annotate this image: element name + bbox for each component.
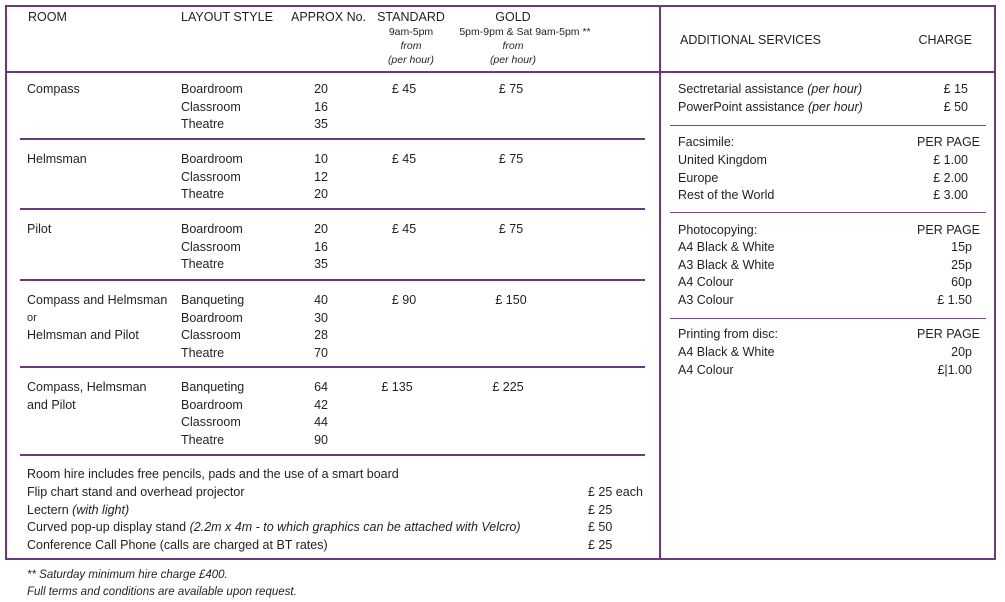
room-name: Compass [27, 82, 80, 96]
room-capacity: 20 16 35 [314, 222, 328, 271]
room-layouts: Boardroom Classroom Theatre [181, 152, 243, 201]
room-gold-price: £ 75 [498, 222, 524, 236]
header-room: ROOM [28, 10, 67, 24]
service-divider [670, 318, 986, 319]
room-capacity: 64 42 44 90 [314, 380, 328, 447]
room-standard-price: £ 135 [381, 380, 413, 394]
service-group-labels: A4 Black & White A4 Colour [678, 345, 775, 377]
room-layouts: Boardroom Classroom Theatre [181, 82, 243, 131]
service-item: Sectretarial assistance (per hour) [678, 82, 863, 96]
header-layout-style: LAYOUT STYLE [181, 10, 273, 24]
header-gold-from: from [502, 40, 524, 52]
extras-intro: Room hire includes free pencils, pads and the use of a smart board [27, 467, 399, 481]
services-charge-header: CHARGE [918, 33, 972, 47]
service-group-unit: PER PAGE [917, 327, 980, 341]
header-gold-hours: 5pm-9pm & Sat 9am-5pm ** [459, 26, 591, 38]
service-divider [670, 125, 986, 126]
footnote-saturday: ** Saturday minimum hire charge £400. [27, 569, 228, 581]
row-divider [20, 366, 645, 368]
room-gold-price: £ 225 [492, 380, 524, 394]
room-layouts: Banqueting Boardroom Classroom Theatre [181, 293, 245, 360]
header-standard-per: (per hour) [387, 54, 435, 66]
room-gold-price: £ 75 [498, 82, 524, 96]
header-gold: GOLD [495, 10, 531, 24]
service-group-title: Photocopying: [678, 223, 758, 237]
extras-price: £ 25 [588, 503, 613, 517]
extras-price: £ 25 [588, 538, 613, 552]
service-group-title: Facsimile: [678, 135, 735, 149]
service-price: £ 15 [943, 82, 968, 96]
header-divider [5, 71, 995, 73]
room-name: Pilot [27, 222, 52, 236]
service-group-title: Printing from disc: [678, 327, 779, 341]
room-standard-price: £ 45 [391, 82, 417, 96]
header-gold-per: (per hour) [489, 54, 537, 66]
room-gold-price: £ 150 [495, 293, 527, 307]
extras-price: £ 25 each [588, 485, 643, 499]
header-standard: STANDARD [377, 10, 445, 24]
room-gold-price: £ 75 [498, 152, 524, 166]
room-capacity: 10 12 20 [314, 152, 328, 201]
service-group-labels: United Kingdom Europe Rest of the World [678, 153, 775, 202]
service-price: £ 50 [943, 100, 968, 114]
extras-item: Conference Call Phone (calls are charged at BT rates) [27, 538, 328, 552]
service-group-labels: A4 Black & White A3 Black & White A4 Colour A3 Colour [678, 240, 775, 307]
room-standard-price: £ 90 [391, 293, 417, 307]
service-group-prices: 15p 25p 60p £ 1.50 [937, 240, 972, 307]
header-standard-from: from [400, 40, 422, 52]
service-group-prices: 20p £|1.00 [937, 345, 972, 377]
extras-item: Lectern (with light) [27, 503, 130, 517]
footnote-terms: Full terms and conditions are available upon request. [27, 586, 297, 598]
row-divider [20, 454, 645, 456]
room-name: Compass and Helmsman or Helmsman and Pilot [27, 293, 168, 342]
extras-item: Flip chart stand and overhead projector [27, 485, 245, 499]
service-item: PowerPoint assistance (per hour) [678, 100, 863, 114]
room-name: Helmsman [27, 152, 87, 166]
extras-price: £ 50 [588, 520, 613, 534]
service-group-prices: £ 1.00 £ 2.00 £ 3.00 [933, 153, 968, 202]
room-capacity: 40 30 28 70 [314, 293, 328, 360]
service-divider [670, 212, 986, 213]
services-title: ADDITIONAL SERVICES [680, 33, 822, 47]
room-capacity: 20 16 35 [314, 82, 328, 131]
row-divider [20, 208, 645, 210]
extras-item: Curved pop-up display stand (2.2m x 4m - to which graphics can be attached with Velcro) [27, 520, 521, 534]
room-standard-price: £ 45 [391, 222, 417, 236]
room-name: Compass, Helmsman and Pilot [27, 380, 147, 412]
room-layouts: Banqueting Boardroom Classroom Theatre [181, 380, 245, 447]
service-group-unit: PER PAGE [917, 135, 980, 149]
room-layouts: Boardroom Classroom Theatre [181, 222, 243, 271]
column-divider [659, 5, 661, 560]
row-divider [20, 138, 645, 140]
header-approx-no: APPROX No. [291, 10, 367, 24]
row-divider [20, 279, 645, 281]
service-group-unit: PER PAGE [917, 223, 980, 237]
header-standard-hours: 9am-5pm [388, 26, 434, 38]
room-standard-price: £ 45 [391, 152, 417, 166]
